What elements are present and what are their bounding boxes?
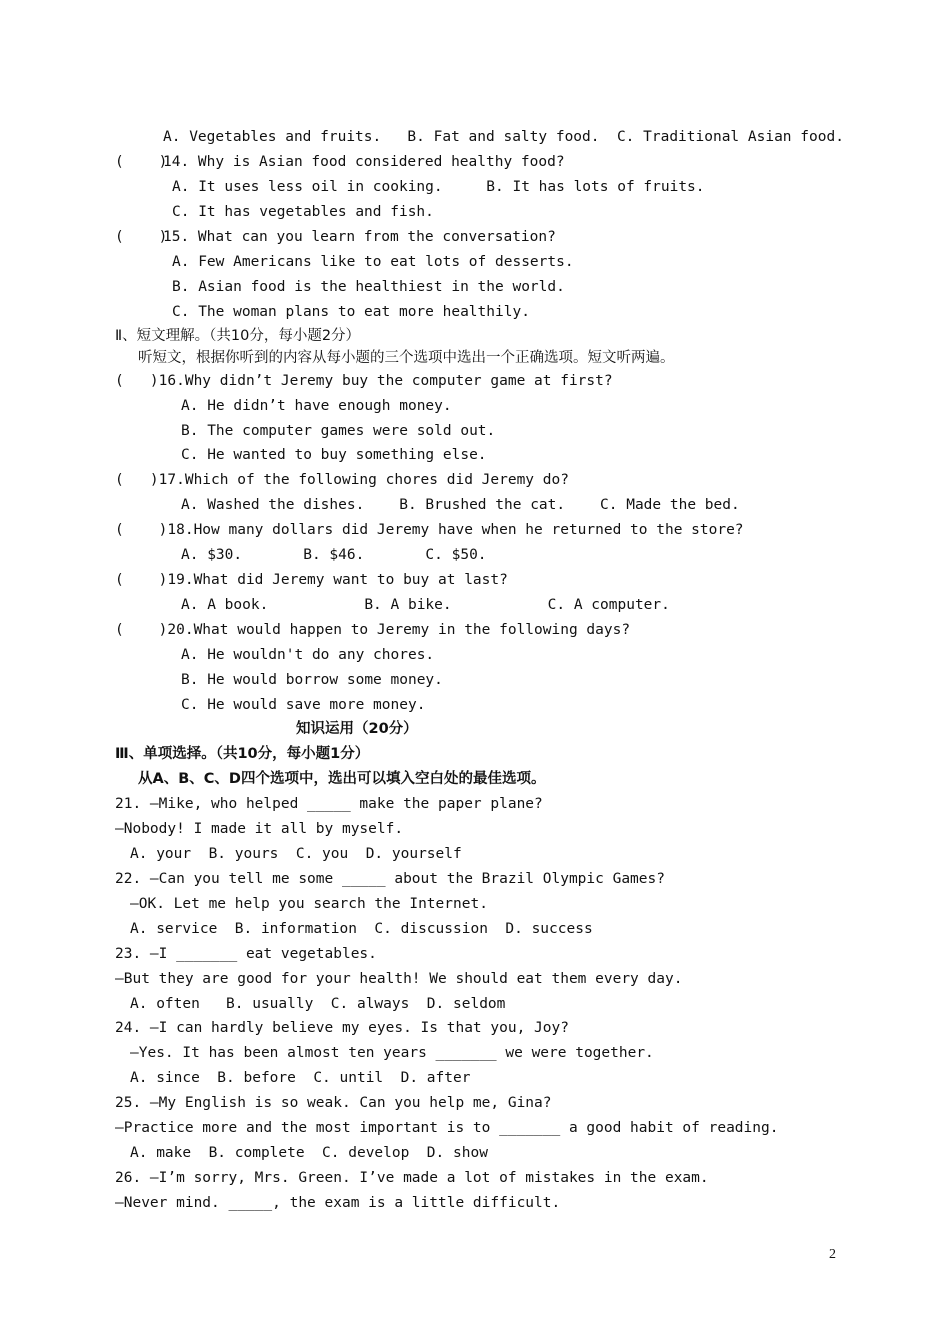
q21-line: 21. —Mike, who helped _____ make the paper plane? [115,796,543,812]
q26-line: 26. —I’m sorry, Mrs. Green. I’ve made a lot of mistakes in the exam. [115,1170,709,1186]
q15-bracket: ( ) [115,229,168,245]
q14-stem: 14. Why is Asian food considered healthy food? [163,154,565,170]
q23-options: A. often B. usually C. always D. seldom [130,996,506,1012]
q25-line: —Practice more and the most important is to _______ a good habit of reading. [115,1120,779,1136]
q22-line: —OK. Let me help you search the Internet. [130,896,488,912]
q24-line: —Yes. It has been almost ten years _______ we were together. [130,1045,654,1061]
q22-options: A. service B. information C. discussion D. success [130,921,593,937]
page-number: 2 [829,1247,836,1262]
q16-stem: ( )16.Why didn’t Jeremy buy the computer game at first? [115,373,613,389]
q21-line: —Nobody! I made it all by myself. [115,821,404,837]
q18-stem: ( )18.How many dollars did Jeremy have when he returned to the store? [115,522,744,538]
q21-options: A. your B. yours C. you D. yourself [130,846,462,862]
q14-bracket: ( ) [115,154,168,170]
q19-stem: ( )19.What did Jeremy want to buy at last? [115,572,508,588]
q19-option-line: A. A book. B. A bike. C. A computer. [181,597,670,613]
section2-title: Ⅱ、短文理解。（共10分，每小题2分） [115,328,361,344]
q24-options: A. since B. before C. until D. after [130,1070,471,1086]
section3-instruction: 从A、B、C、D四个选项中，选出可以填入空白处的最佳选项。 [138,771,546,787]
q23-line: 23. —I _______ eat vegetables. [115,946,377,962]
q25-line: 25. —My English is so weak. Can you help me, Gina? [115,1095,552,1111]
q20-option-line: B. He would borrow some money. [181,672,443,688]
q15-option-line: C. The woman plans to eat more healthily. [172,304,530,320]
q20-stem: ( )20.What would happen to Jeremy in the following days? [115,622,631,638]
q14-option-line: C. It has vegetables and fish. [172,204,434,220]
q15-option-line: A. Few Americans like to eat lots of desserts. [172,254,574,270]
q26-line: —Never mind. _____, the exam is a little difficult. [115,1195,561,1211]
q18-option-line: A. $30. B. $46. C. $50. [181,547,487,563]
section3-title: Ⅲ、单项选择。（共10分，每小题1分） [115,746,370,762]
q23-line: —But they are good for your health! We should eat them every day. [115,971,683,987]
q24-line: 24. —I can hardly believe my eyes. Is that you, Joy? [115,1020,569,1036]
q20-option-line: A. He wouldn't do any chores. [181,647,435,663]
q15-option-line: B. Asian food is the healthiest in the world. [172,279,565,295]
q14-option-line: A. It uses less oil in cooking. B. It has lots of fruits. [172,179,705,195]
q16-option-line: A. He didn’t have enough money. [181,398,452,414]
q16-option-line: C. He wanted to buy something else. [181,447,487,463]
q22-line: 22. —Can you tell me some _____ about the Brazil Olympic Games? [115,871,665,887]
q17-option-line: A. Washed the dishes. B. Brushed the cat. C. Made the bed. [181,497,740,513]
q15-stem: 15. What can you learn from the conversation? [163,229,556,245]
part-title: 知识运用（20分） [296,721,418,737]
q13-options: A. Vegetables and fruits. B. Fat and salty food. C. Traditional Asian food. [163,129,844,145]
q25-options: A. make B. complete C. develop D. show [130,1145,488,1161]
q16-option-line: B. The computer games were sold out. [181,423,496,439]
section2-instruction: 听短文，根据你听到的内容从每小题的三个选项中选出一个正确选项。短文听两遍。 [138,350,675,366]
q17-stem: ( )17.Which of the following chores did Jeremy do? [115,472,569,488]
q20-option-line: C. He would save more money. [181,697,426,713]
